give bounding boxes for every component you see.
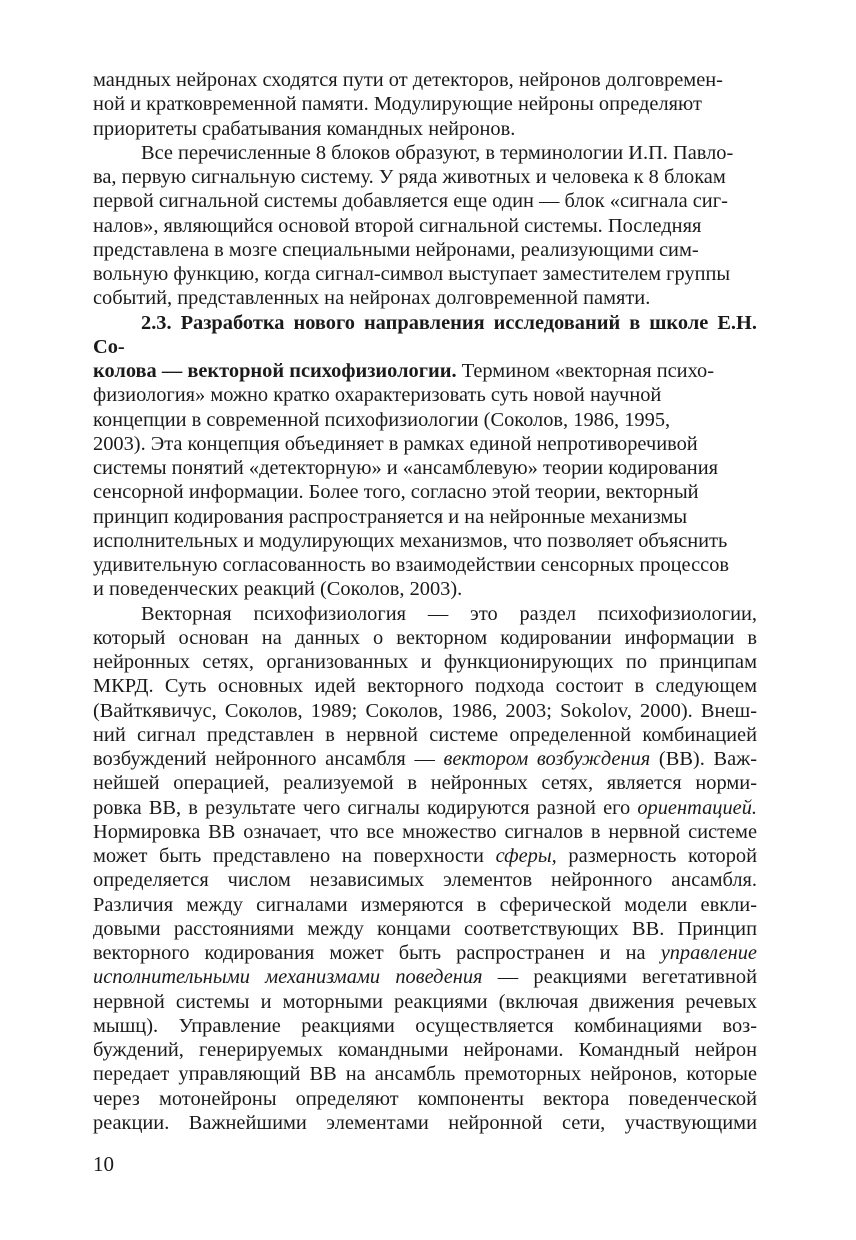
text-line: удивительную согласованность во взаимодействии сенсорных процессов (93, 554, 730, 576)
text-line: ровка ВВ, в результате чего сигналы кодируются разной его (93, 796, 638, 819)
section-heading-line-1: 2.3. Разработка нового направления исследований в школе Е.Н. Со- (93, 311, 757, 358)
text-line: (Вайткявичус, Соколов, 1989; Соколов, 1986, 2003; Sokolov, 2000). Внеш- (93, 699, 757, 722)
text-line: Нормировка ВВ означает, что все множество сигналов в нервной системе (93, 820, 757, 843)
text-line: реакции. Важнейшими элементами нейронной сети, участвующими (93, 1111, 757, 1134)
paragraph-1 (93, 68, 757, 141)
text-line: налов», являющийся основой второй сигнальной системы. Последняя (93, 214, 702, 237)
text-line: ной и кратковременной памяти. Модулирующие нейроны определяют (93, 93, 702, 116)
text-line: нейшей операцией, реализуемой в нейронных сетях, является норми- (93, 772, 757, 795)
text-line: мышц). Управление реакциями осуществляется комбинациями воз- (93, 1014, 757, 1037)
text-line: вольную функцию, когда сигнал-символ выступает заместителем группы (93, 263, 731, 285)
paragraph-3-section (93, 311, 757, 602)
italic-term: управление (660, 942, 757, 964)
paragraph-4 (93, 602, 757, 1136)
text-line: нейронных сетях, организованных и функционирующих по принципам (93, 651, 757, 673)
paragraph-2 (93, 141, 757, 311)
text-line: МКРД. Суть основных идей векторного подхода состоит в следующем (93, 675, 757, 698)
text-line: — реакциями вегетативной (482, 966, 757, 989)
section-heading-line-2: колова — векторной психофизиологии. (93, 360, 457, 382)
page-number: 10 (93, 1152, 114, 1176)
text-line: событий, представленных на нейронах долговременной памяти. (93, 287, 651, 310)
text-line: (ВВ). Важ- (650, 748, 757, 770)
italic-term: исполнительными механизмами поведения (93, 966, 483, 989)
text-line: довыми расстояниями между концами соответствующих ВВ. Принцип (93, 917, 757, 940)
text-line: Векторная психофизиология — это раздел психофизиологии, (141, 602, 757, 625)
text-line: и поведенческих реакций (Соколов, 2003). (93, 578, 463, 601)
text-line: ва, первую сигнальную систему. У ряда животных и человека к 8 блокам (93, 166, 726, 188)
text-line: размерность которой (556, 845, 757, 867)
text-line: мандных нейронах сходятся пути от детекторов, нейронов долговремен- (93, 69, 723, 91)
text-line: исполнительных и модулирующих механизмов, что позволяет объяснить (93, 529, 728, 552)
italic-term: сферы, (495, 845, 557, 867)
text-line: нервной системы и моторными реакциями (включая движения речевых (93, 990, 757, 1013)
italic-term: ориентацией. (637, 796, 757, 819)
text-line: представлена в мозге специальными нейронами, реализующими сим- (93, 238, 699, 261)
text-line: возбуждений нейронного ансамбля — (93, 748, 444, 770)
text-line: первой сигнальной системы добавляется еще один — блок «сигнала сиг- (93, 190, 728, 213)
text-line: Все перечисленные 8 блоков образуют, в терминологии И.П. Павло- (141, 141, 734, 164)
text-line: Различия между сигналами измеряются в сферической модели евкли- (93, 893, 757, 916)
text-line: 2003). Эта концепция объединяет в рамках единой непротиворечивой (93, 432, 698, 455)
text-line: может быть представлено на поверхности (93, 845, 496, 867)
text-line: физиология» можно кратко охарактеризовать суть новой научной (93, 384, 662, 407)
text-line: который основан на данных о векторном кодировании информации в (93, 626, 757, 649)
text-line: ний сигнал представлен в нервной системе определенной комбинацией (93, 723, 757, 746)
text-line: системы понятий «детекторную» и «ансамблевую» теории кодирования (93, 457, 718, 479)
text-line: определяется числом независимых элементов нейронного ансамбля. (93, 869, 757, 892)
text-line: векторного кодирования может быть распространен и на (93, 942, 661, 964)
text-line: сенсорной информации. Более того, согласно этой теории, векторный (93, 481, 699, 504)
text-line: буждений, генерируемых командными нейронами. Командный нейрон (93, 1039, 757, 1061)
text-line: через мотонейроны определяют компоненты вектора поведенческой (93, 1087, 757, 1110)
text-line: принцип кодирования распространяется и на нейронные механизмы (93, 505, 688, 528)
text-line: передает управляющий ВВ на ансамбль премоторных нейронов, которые (93, 1063, 757, 1086)
page-body (93, 68, 757, 1218)
text-line: приоритеты срабатывания командных нейронов. (93, 117, 516, 140)
italic-term: вектором возбуждения (443, 748, 651, 770)
text-line: Термином «векторная психо- (456, 360, 714, 382)
text-line: концепции в современной психофизиологии (Соколов, 1986, 1995, (93, 408, 671, 431)
